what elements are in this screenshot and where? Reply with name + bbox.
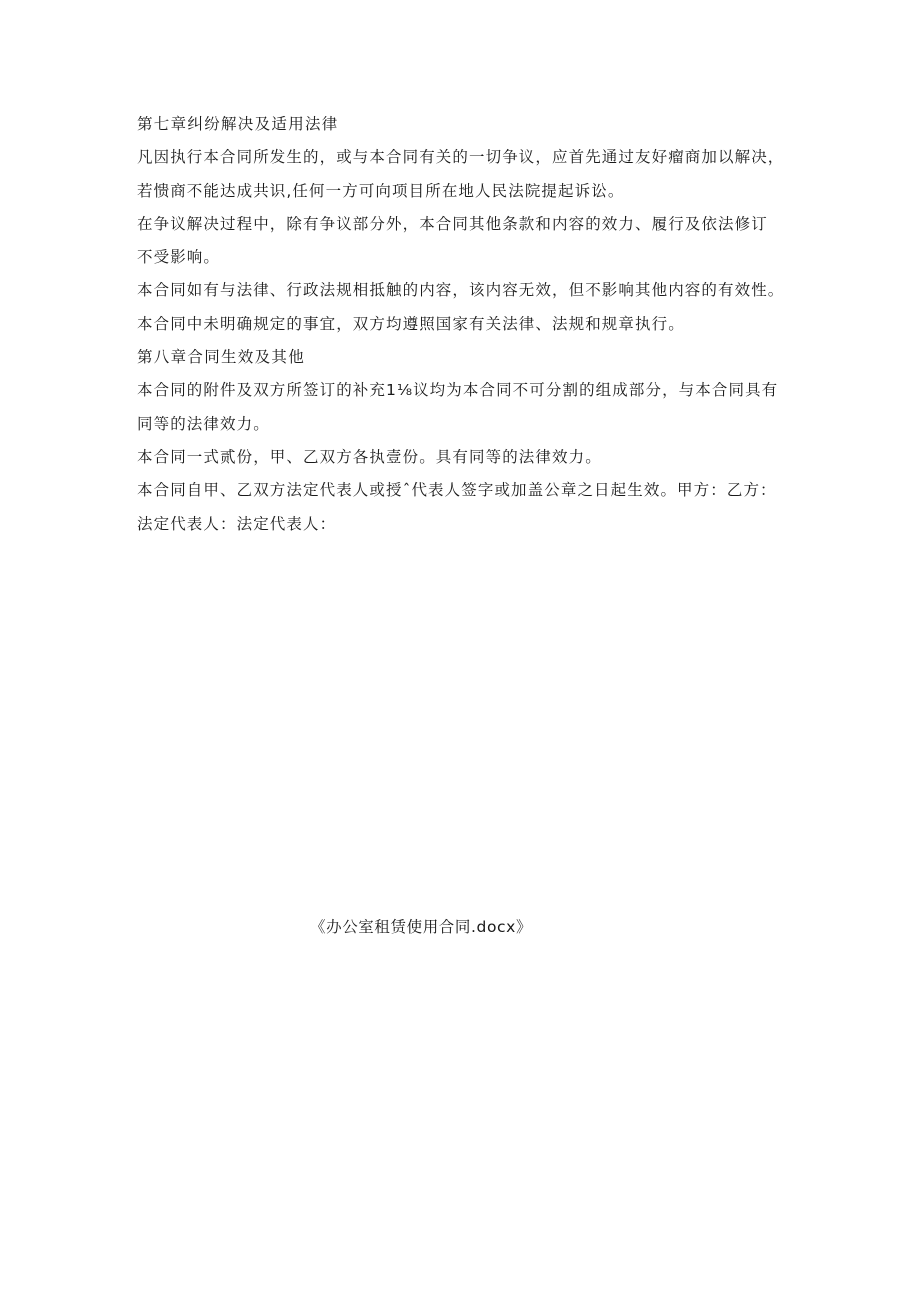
chapter-8-heading: 第八章合同生效及其他 (137, 348, 306, 367)
document-filename-footer: 《办公室租赁使用合同.docx》 (310, 918, 533, 936)
document-body (137, 114, 817, 547)
paragraph-line: 若愦商不能达成共识,任何一方可向项目所在地人民法院提起诉讼。 (137, 181, 625, 200)
paragraph-line: 不受影响。 (137, 248, 221, 267)
paragraph-line: 本合同中未明确规定的事宜，双方均遵照国家有关法律、法规和规章执行。 (137, 314, 685, 333)
signature-line: 法定代表人：法定代表人： (137, 514, 337, 533)
paragraph-line: 本合同自甲、乙双方法定代表人或授ˆ代表人签字或加盖公章之日起生效。甲方：乙方： (137, 481, 777, 500)
paragraph-line: 本合同如有与法律、行政法规相抵触的内容，该内容无效，但不影响其他内容的有效性。 (137, 281, 785, 300)
paragraph-line: 凡因执行本合同所发生的，或与本合同有关的一切争议，应首先通过友好瘤商加以解决， (137, 148, 785, 167)
paragraph-line: 同等的法律效力。 (137, 414, 270, 433)
chapter-7-heading: 第七章纠纷解决及适用法律 (137, 115, 339, 133)
paragraph-line: 在争议解决过程中，除有争议部分外，本合同其他条款和内容的效力、履行及依法修订 (137, 214, 768, 233)
paragraph-line: 本合同的附件及双方所签订的补充1⅛议均为本合同不可分割的组成部分，与本合同具有 (137, 381, 779, 400)
paragraph-line: 本合同一式贰份，甲、乙双方各执壹份。具有同等的法律效力。 (137, 447, 602, 466)
